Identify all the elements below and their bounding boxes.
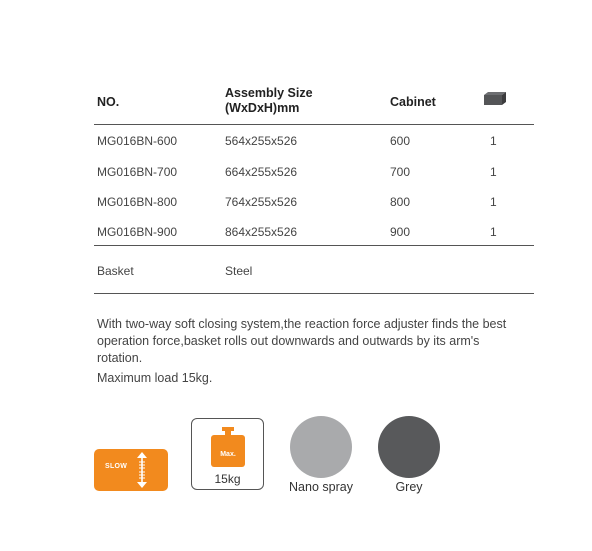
row-size: 764x255x526 <box>225 195 298 209</box>
header-cabinet: Cabinet <box>390 95 436 109</box>
row-model: MG016BN-800 <box>97 195 178 209</box>
material-label: Basket <box>97 264 134 278</box>
weight-icon <box>211 427 245 467</box>
row-qty: 1 <box>490 165 497 179</box>
row-size: 664x255x526 <box>225 165 298 179</box>
material-value: Steel <box>225 264 253 278</box>
nano-spray-swatch <box>290 416 352 478</box>
row-model: MG016BN-600 <box>97 134 178 148</box>
row-cabinet: 800 <box>390 195 411 209</box>
table-bottom-divider <box>94 293 534 294</box>
row-qty: 1 <box>490 225 497 239</box>
box-icon <box>484 92 506 105</box>
header-no: NO. <box>97 95 120 109</box>
description-paragraph: With two-way soft closing system,the reaction force adjuster finds the best operation force,basket rolls out downwards and outwards by its arm's rotation. <box>97 317 507 365</box>
max-label: Max. <box>220 451 236 458</box>
slow-label: SLOW <box>105 463 128 470</box>
row-cabinet: 600 <box>390 134 411 148</box>
row-cabinet: 900 <box>390 225 411 239</box>
row-model: MG016BN-700 <box>97 165 178 179</box>
row-model: MG016BN-900 <box>97 225 178 239</box>
row-cabinet: 700 <box>390 165 411 179</box>
product-description <box>97 316 527 387</box>
row-size: 564x255x526 <box>225 134 298 148</box>
grey-swatch <box>378 416 440 478</box>
nano-spray-label: Nano spray <box>289 480 353 494</box>
rows-divider <box>94 245 534 246</box>
slow-close-badge <box>94 449 168 491</box>
max-load-value: 15kg <box>214 472 241 486</box>
description-max-load: Maximum load 15kg. <box>97 371 213 385</box>
row-qty: 1 <box>490 195 497 209</box>
header-divider <box>94 124 534 125</box>
header-assembly-size <box>225 86 313 116</box>
header-assembly-size-line1: Assembly Size <box>225 86 313 100</box>
double-arrow-icon <box>137 452 147 488</box>
header-assembly-size-line2: (WxDxH)mm <box>225 101 300 115</box>
max-load-card <box>191 418 264 490</box>
grey-label: Grey <box>395 480 423 494</box>
row-size: 864x255x526 <box>225 225 298 239</box>
row-qty: 1 <box>490 134 497 148</box>
